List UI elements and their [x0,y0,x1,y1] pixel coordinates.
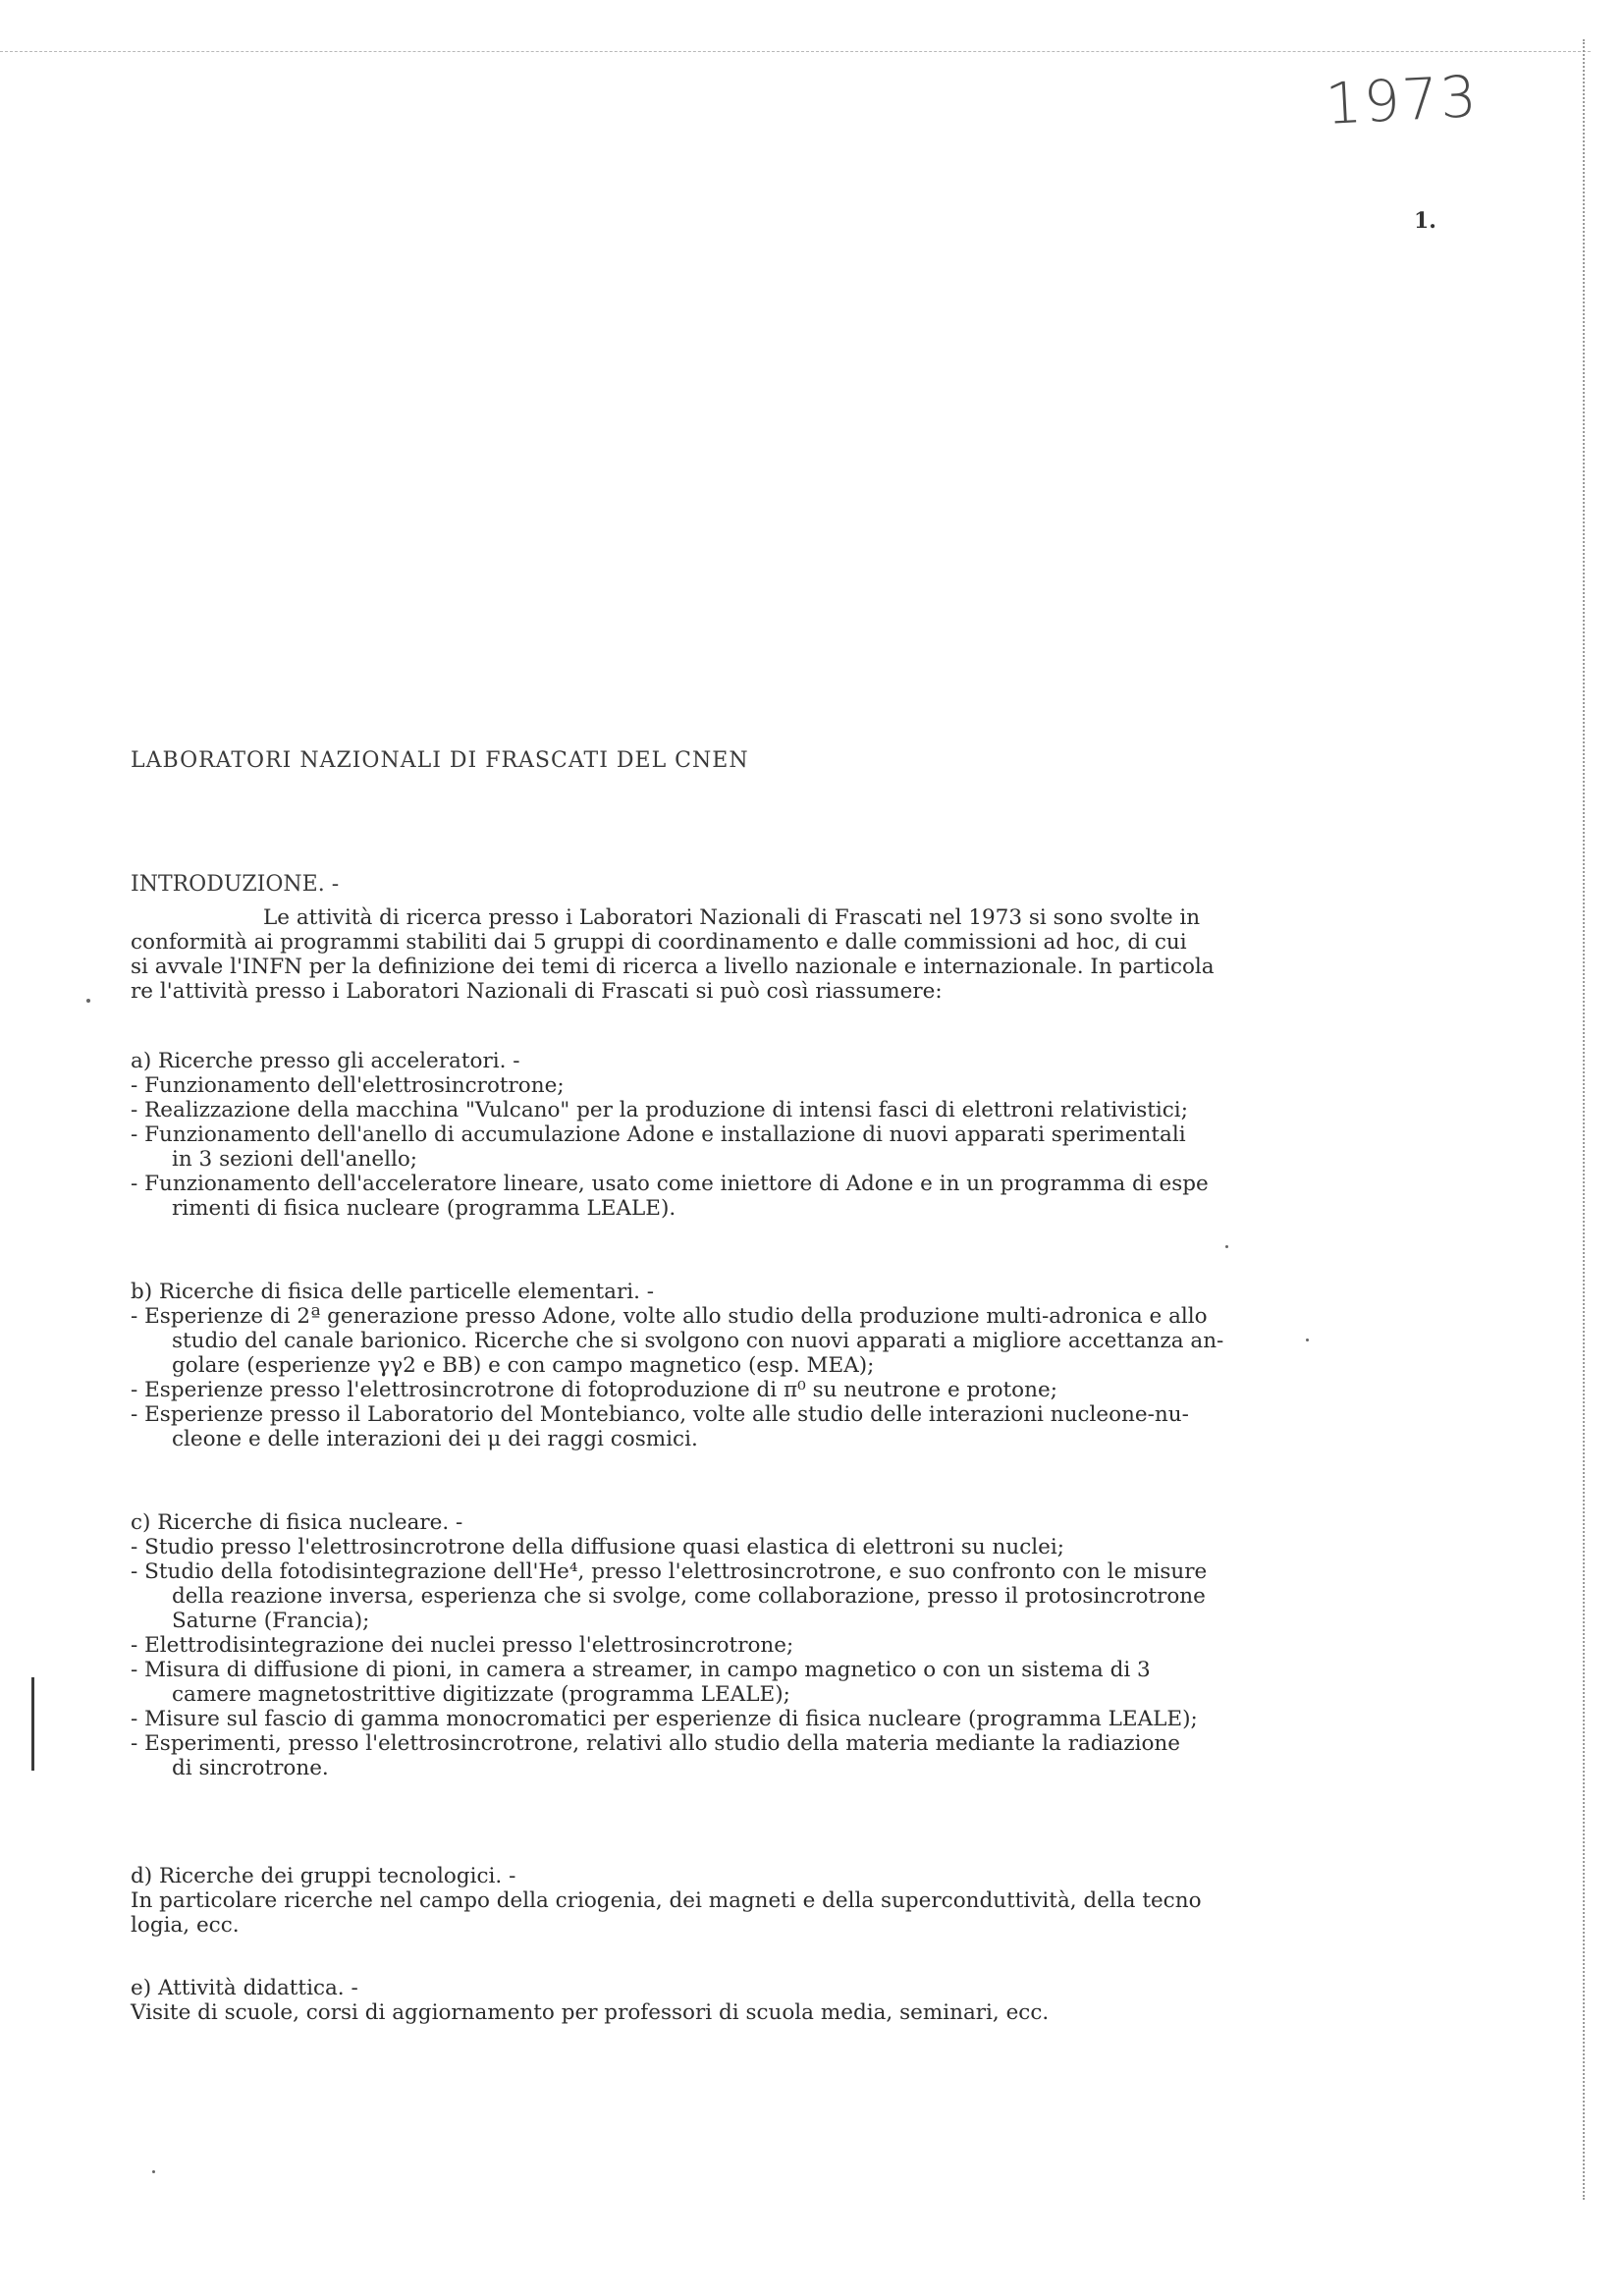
section-e-heading: e) Attività didattica. - [131,1976,358,2000]
section-a-line: - Funzionamento dell'acceleratore lineare, usato come iniettore di Adone e in un programma di espe [131,1172,1209,1196]
intro-paragraph [131,905,1466,1004]
section-c-line: - Elettrodisintegrazione dei nuclei presso l'elettrosincrotrone; [131,1633,794,1658]
intro-line: si avvale l'INFN per la definizione dei temi di ricerca a livello nazionale e internazionale. In particola [131,955,1215,979]
section-a-heading: a) Ricerche presso gli acceleratori. - [131,1049,520,1073]
section-e [131,1976,1466,2025]
section-b-line: golare (esperienze γγ2 e BB) e con campo magnetico (esp. MEA); [172,1353,875,1378]
section-a-line: rimenti di fisica nucleare (programma LEALE). [172,1196,676,1221]
scan-top-edge [0,51,1591,52]
intro-line: re l'attività presso i Laboratori Nazionali di Frascati si può così riassumere: [131,979,943,1004]
section-c-line: - Studio della fotodisintegrazione dell'He⁴, presso l'elettrosincrotrone, e suo confronto con le misure [131,1559,1208,1584]
section-c-heading: c) Ricerche di fisica nucleare. - [131,1510,463,1535]
lab-title: LABORATORI NAZIONALI DI FRASCATI DEL CNEN [131,748,749,773]
section-c-line: - Studio presso l'elettrosincrotrone della diffusione quasi elastica di elettroni su nuclei; [131,1535,1065,1559]
section-c-line: Saturne (Francia); [172,1609,370,1633]
intro-line: conformità ai programmi stabiliti dai 5 gruppi di coordinamento e dalle commissioni ad hoc, di cui [131,930,1187,955]
section-b-line: cleone e delle interazioni dei μ dei raggi cosmici. [172,1427,698,1451]
section-b-heading: b) Ricerche di fisica delle particelle elementari. - [131,1280,655,1304]
section-b-line: - Esperienze presso il Laboratorio del Montebianco, volte alle studio delle interazioni nucleone-nu- [131,1402,1189,1427]
intro-line: Le attività di ricerca presso i Laboratori Nazionali di Frascati nel 1973 si sono svolte in [263,905,1201,930]
intro-heading: INTRODUZIONE. - [131,872,340,897]
scan-right-edge [1583,39,1585,2200]
section-b [131,1280,1466,1451]
page-number: 1. [1414,208,1436,234]
section-a-line: - Funzionamento dell'anello di accumulazione Adone e installazione di nuovi apparati sperimentali [131,1122,1186,1147]
section-c-line: - Esperimenti, presso l'elettrosincrotrone, relativi allo studio della materia mediante la radiazione [131,1731,1180,1756]
section-d-line: In particolare ricerche nel campo della criogenia, dei magneti e della superconduttività, della tecno [131,1888,1202,1913]
section-c-line: camere magnetostrittive digitizzate (programma LEALE); [172,1682,790,1707]
section-c-line: - Misura di diffusione di pioni, in camera a streamer, in campo magnetico o con un sistema di 3 [131,1658,1151,1682]
section-a-line: - Realizzazione della macchina "Vulcano" per la produzione di intensi fasci di elettroni relativistici; [131,1098,1188,1122]
section-b-line: - Esperienze presso l'elettrosincrotrone di fotoproduzione di π⁰ su neutrone e protone; [131,1378,1057,1402]
section-c-line: di sincrotrone. [172,1756,329,1780]
section-c [131,1510,1466,1780]
section-c-line: della reazione inversa, esperienza che si svolge, come collaborazione, presso il protosincrotrone [172,1584,1206,1609]
section-d-line: logia, ecc. [131,1913,240,1938]
section-a [131,1049,1466,1221]
section-a-line: - Funzionamento dell'elettrosincrotrone; [131,1073,565,1098]
section-b-line: - Esperienze di 2ª generazione presso Adone, volte allo studio della produzione multi-adronica e allo [131,1304,1208,1329]
handwritten-year: 1973 [1324,62,1481,138]
section-e-line: Visite di scuole, corsi di aggiornamento per professori di scuola media, seminari, ecc. [131,2000,1050,2025]
section-d-heading: d) Ricerche dei gruppi tecnologici. - [131,1864,516,1888]
section-a-line: in 3 sezioni dell'anello; [172,1147,418,1172]
section-d [131,1864,1466,1938]
margin-mark [31,1677,34,1771]
section-c-line: - Misure sul fascio di gamma monocromatici per esperienze di fisica nucleare (programma LEALE); [131,1707,1198,1731]
scan-speck [152,2170,155,2173]
section-b-line: studio del canale barionico. Ricerche che si svolgono con nuovi apparati a migliore accettanza an- [172,1329,1224,1353]
scan-speck [86,999,90,1003]
scan-speck [1225,1245,1228,1248]
